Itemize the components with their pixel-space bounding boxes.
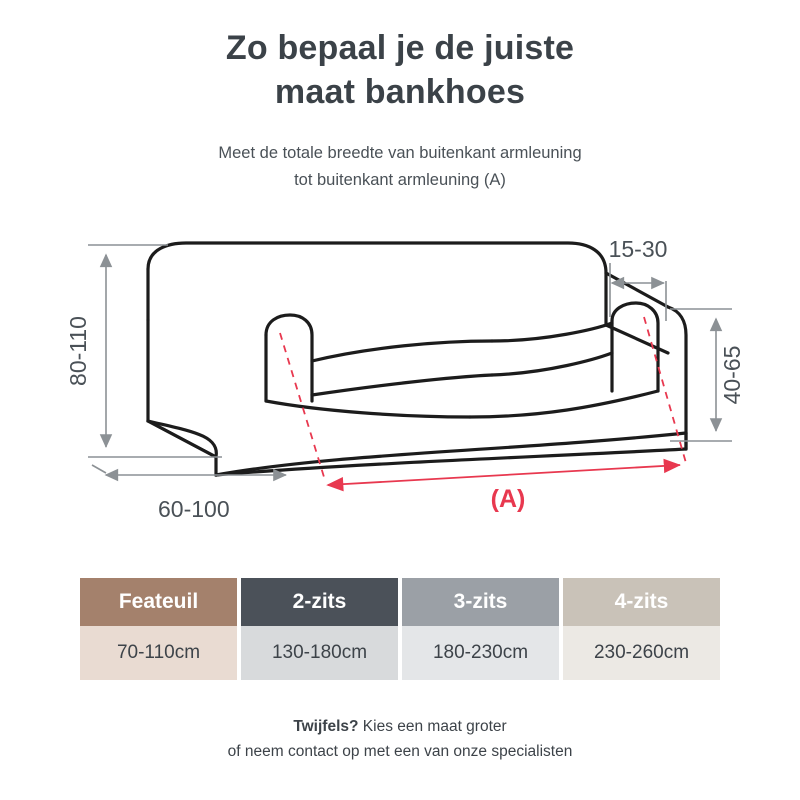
footer-rest: Kies een maat groter xyxy=(358,718,507,735)
size-card-2-zits[interactable] xyxy=(241,578,398,680)
dimension-total-width-label: (A) xyxy=(490,485,526,513)
sofa-outline xyxy=(148,243,686,475)
size-card-value: 180-230cm xyxy=(402,626,559,680)
page-title-line-1: Zo bepaal je de juiste xyxy=(225,29,575,67)
page-subtitle xyxy=(0,140,800,194)
footer-line-2: of neem contact op met een van onze specialisten xyxy=(227,743,573,760)
page-subtitle-line-1: Meet de totale breedte van buitenkant armleuning xyxy=(218,144,582,162)
dimension-depth-label: 60-100 xyxy=(158,496,230,522)
sofa-measurement-diagram xyxy=(40,225,770,555)
sofa-diagram-svg xyxy=(40,225,770,555)
size-card-title: 3-zits xyxy=(402,578,559,626)
size-card-title: 2-zits xyxy=(241,578,398,626)
size-card-title: 4-zits xyxy=(563,578,720,626)
size-cards xyxy=(80,578,720,680)
size-card-value: 230-260cm xyxy=(563,626,720,680)
dimension-height-label: 80-110 xyxy=(65,316,91,386)
dimension-arm-height-label: 40-65 xyxy=(719,345,745,405)
page-title-line-2: maat bankhoes xyxy=(274,73,526,111)
size-card-4-zits[interactable] xyxy=(563,578,720,680)
size-card-feateuil[interactable] xyxy=(80,578,237,680)
footer-note xyxy=(0,714,800,764)
page-title xyxy=(0,26,800,114)
footer-line-1 xyxy=(0,714,800,739)
footer-strong: Twijfels? xyxy=(293,718,359,735)
page-subtitle-line-2: tot buitenkant armleuning (A) xyxy=(294,171,506,189)
size-card-3-zits[interactable] xyxy=(402,578,559,680)
dimension-arm-width-label: 15-30 xyxy=(608,236,668,262)
size-card-value: 130-180cm xyxy=(241,626,398,680)
size-card-title: Feateuil xyxy=(80,578,237,626)
size-card-value: 70-110cm xyxy=(80,626,237,680)
